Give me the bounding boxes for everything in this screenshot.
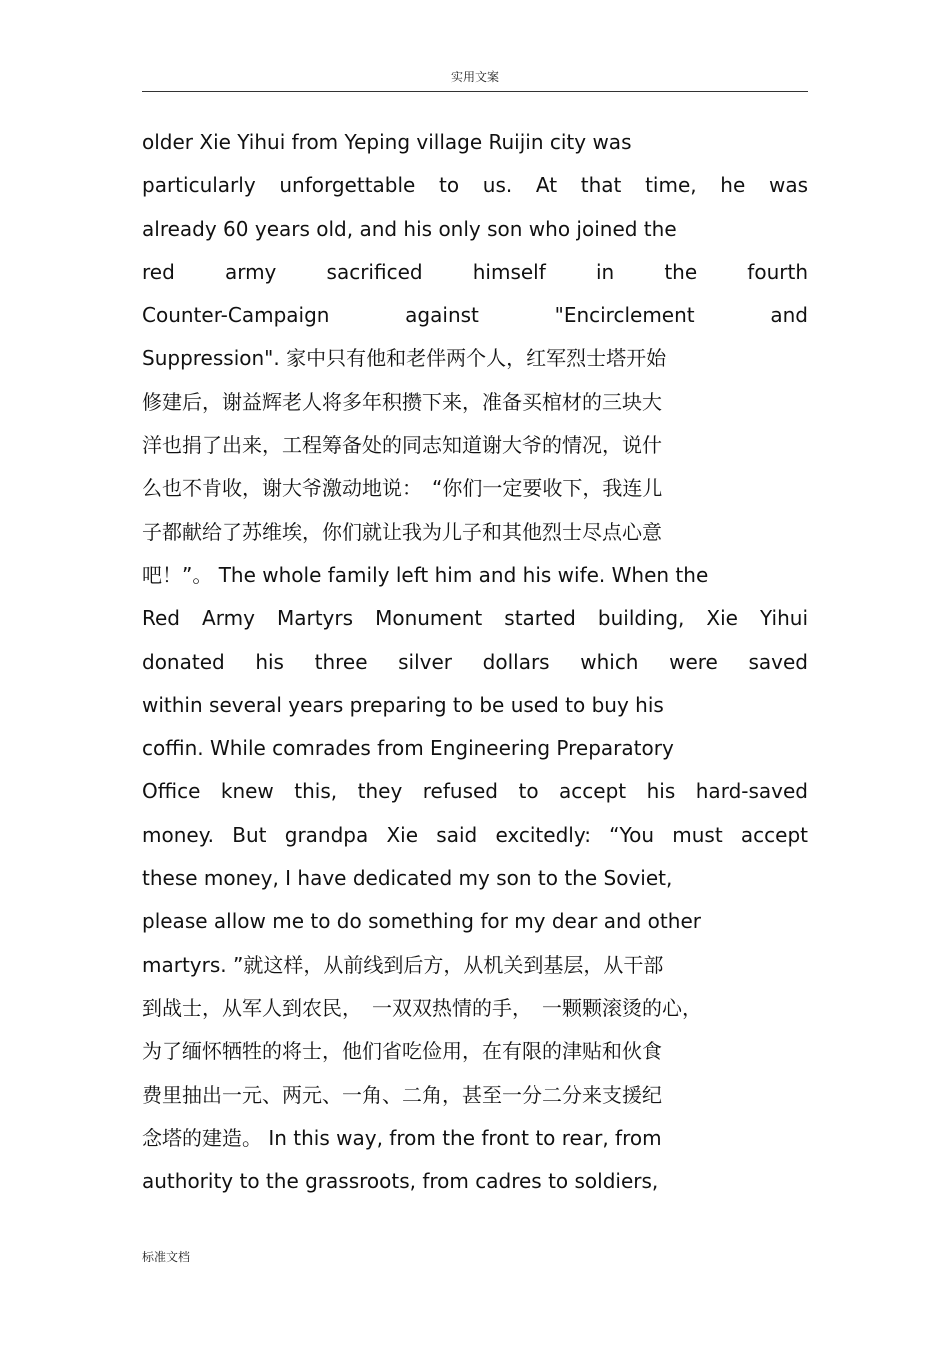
text-line: older Xie Yihui from Yeping village Ruijin city was [142, 130, 632, 154]
text-line: red army sacrificed himself in the fourth [142, 259, 808, 284]
text-line: 么也不肯收，谢大爷激动地说： “你们一定要收下，我连儿 [142, 476, 663, 501]
text-line: 子都献给了苏维埃，你们就让我为儿子和其他烈士尽点心意 [142, 519, 662, 544]
text-line: money. But grandpa Xie said excitedly: “You must accept [142, 822, 808, 847]
text-line: these money, I have dedicated my son to the Soviet, [142, 866, 673, 891]
text-line: Red Army Martyrs Monument started building, Xie Yihui [142, 606, 808, 631]
text-line: particularly unforgettable to us. At that time, he was [142, 173, 808, 198]
text-line: authority to the grassroots, from cadres to soldiers, [142, 1169, 659, 1194]
text-line: Suppression". 家中只有他和老伴两个人，红军烈士塔开始 [142, 346, 667, 371]
text-line: Counter-Campaign against "Encirclement and [142, 303, 808, 328]
text-line: within several years preparing to be used to buy his [142, 692, 664, 717]
text-line: 洋也捐了出来，工程筹备处的同志知道谢大爷的情况，说什 [142, 433, 662, 458]
text-line: 到战士，从军人到农民， 一双双热情的手， 一颗颗滚烫的心， [142, 995, 702, 1020]
text-line: 费里抽出一元、两元、一角、二角，甚至一分二分来支援纪 [142, 1082, 662, 1107]
document-body [142, 121, 808, 1203]
text-line: coffin. While comrades from Engineering Preparatory [142, 736, 674, 761]
text-line: Office knew this, they refused to accept his hard-saved [142, 779, 808, 804]
page-header-title: 实用文案 [450, 70, 499, 84]
text-line: 为了缅怀牺牲的将士，他们省吃俭用，在有限的津贴和伙食 [142, 1039, 662, 1064]
header-divider [142, 91, 808, 92]
page-footer-label: 标准文档 [142, 1250, 191, 1264]
text-line: donated his three silver dollars which were saved [142, 649, 808, 674]
text-line: 吧！”。 The whole family left him and his wife. When the [142, 562, 709, 587]
text-line: martyrs. ”就这样，从前线到后方，从机关到基层，从干部 [142, 952, 664, 977]
text-line: already 60 years old, and his only son who joined the [142, 216, 677, 241]
text-line: 修建后，谢益辉老人将多年积攒下来，准备买棺材的三块大 [142, 389, 662, 414]
text-line: please allow me to do something for my dear and other [142, 909, 701, 934]
text-line: 念塔的建造。 In this way, from the front to rear, from [142, 1125, 662, 1150]
